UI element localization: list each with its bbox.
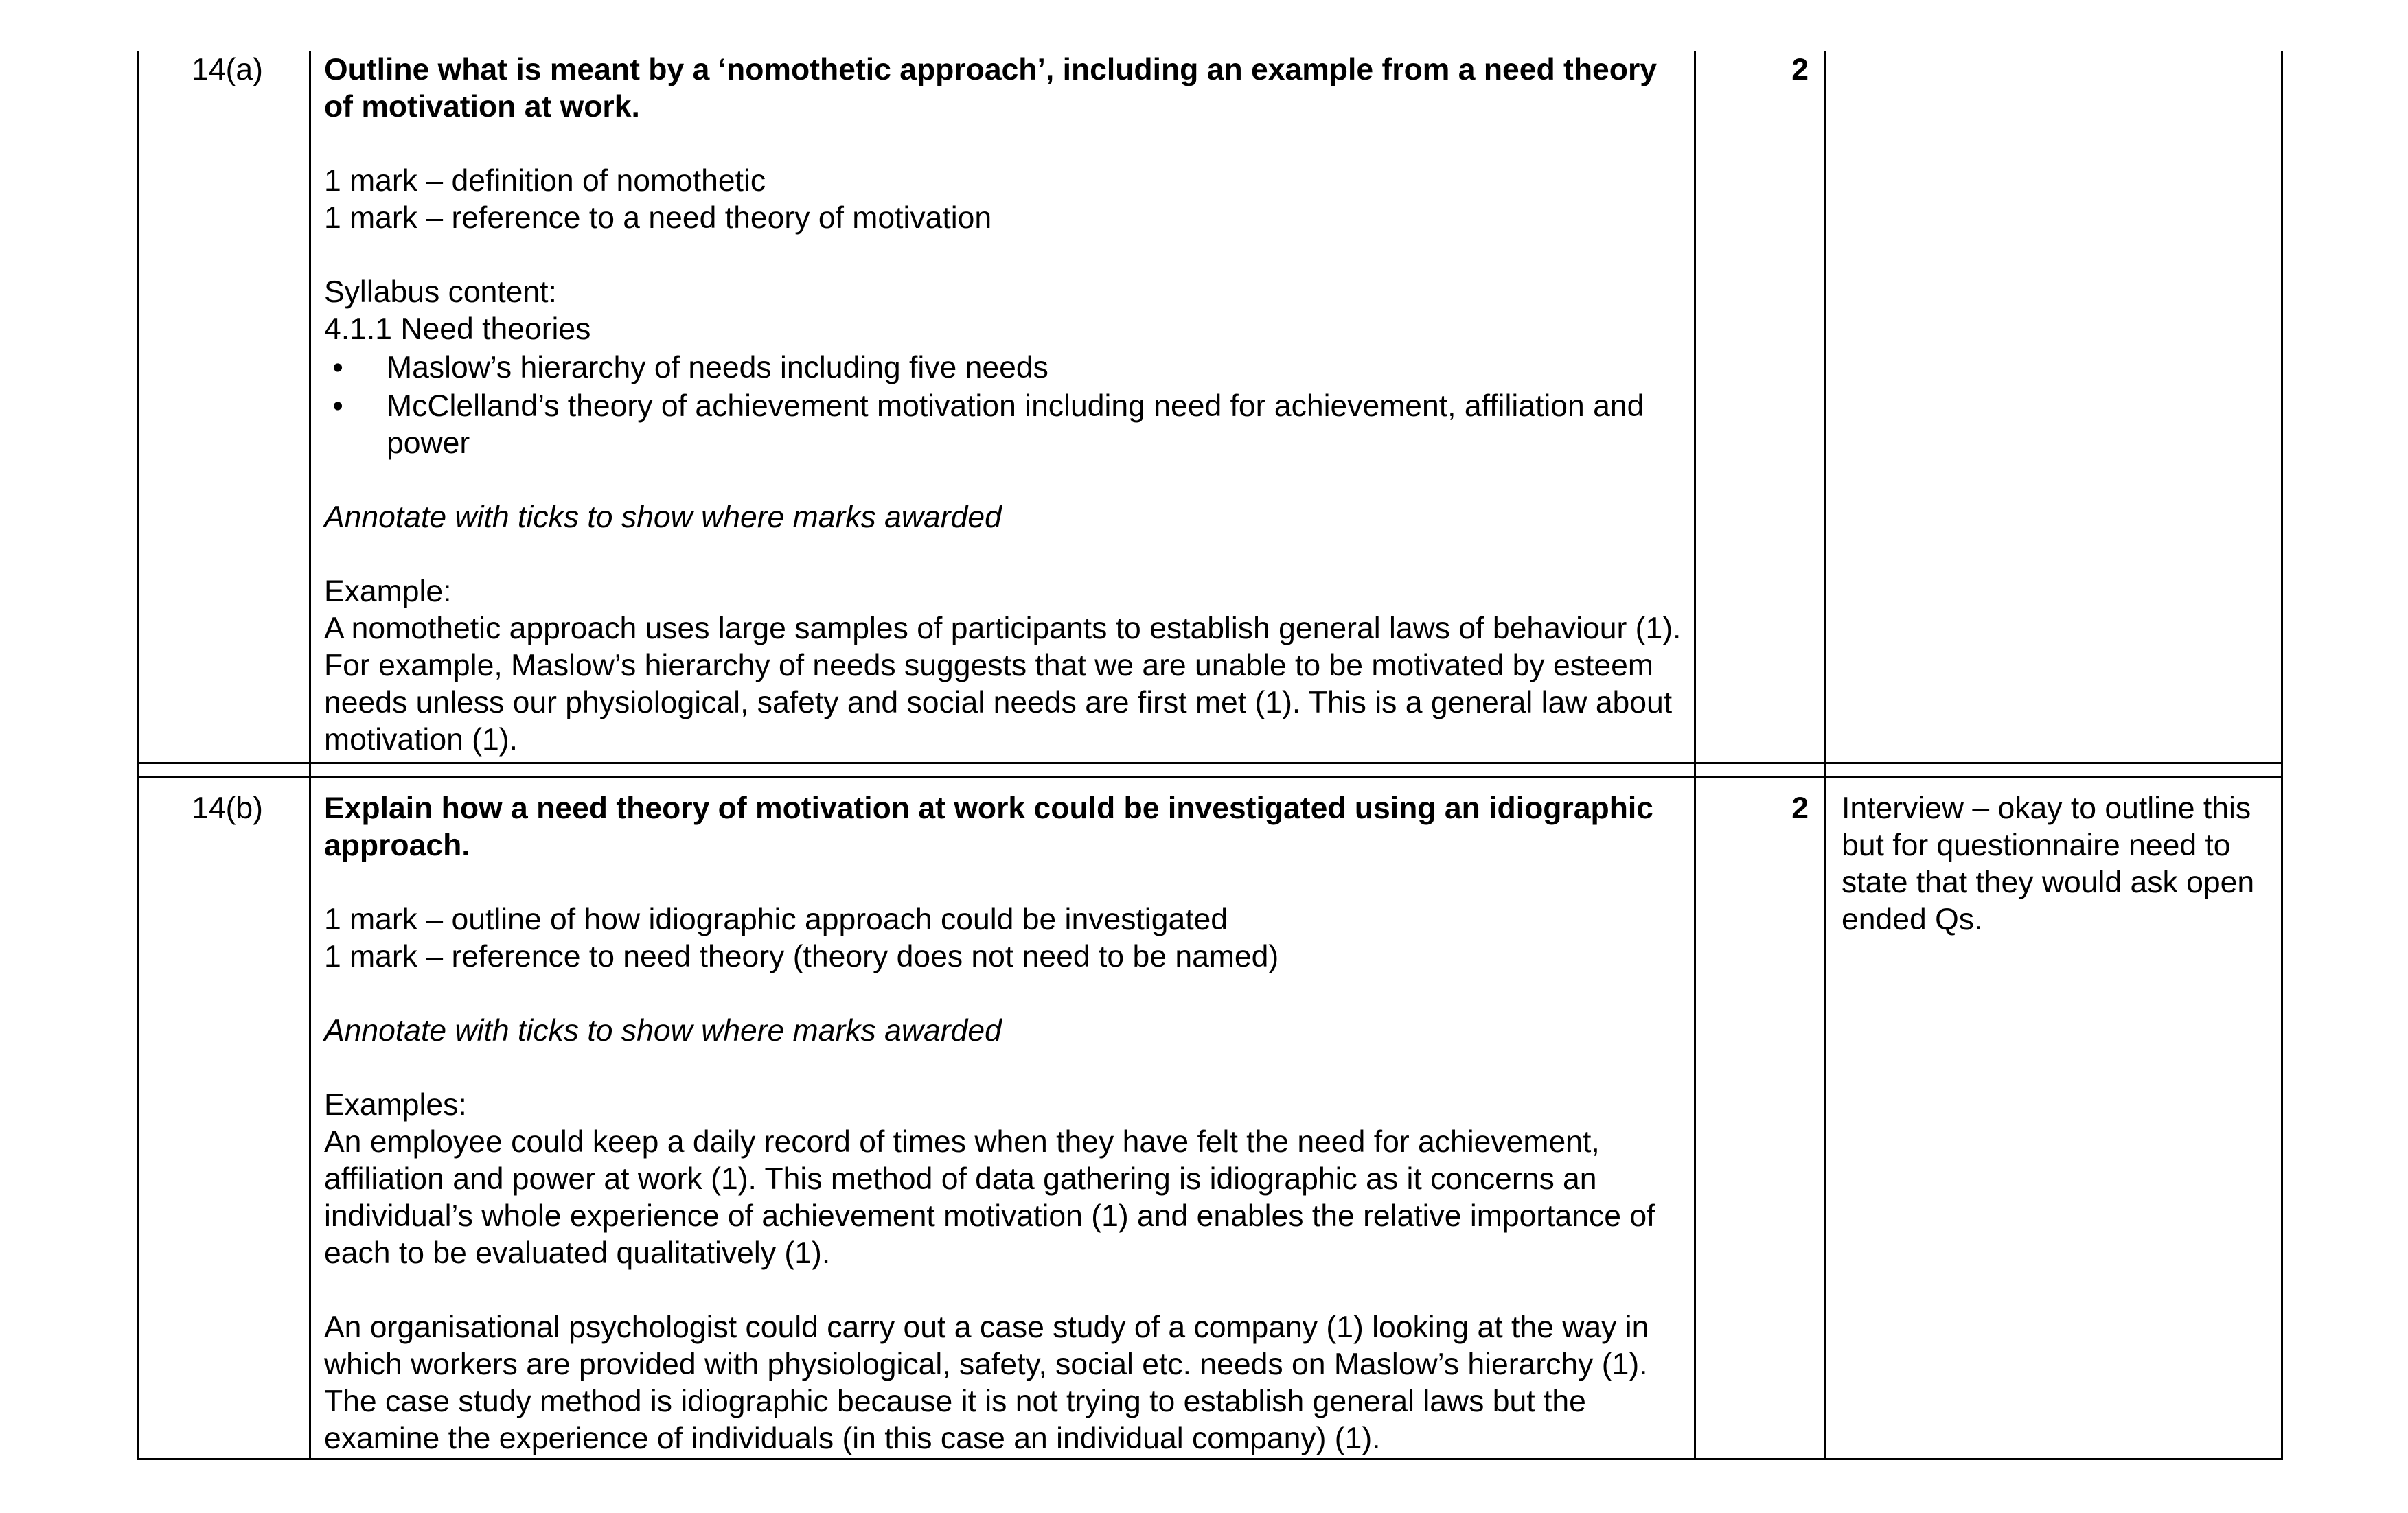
table-divider-2 xyxy=(1694,51,1696,1460)
table-divider-3 xyxy=(1824,51,1826,1460)
syllabus-list xyxy=(324,349,1684,462)
table-border-right xyxy=(2281,51,2283,1460)
syllabus-item-text: McClelland’s theory of achievement motivation including need for achievement, affiliation and power xyxy=(387,389,1644,460)
row-separator-top xyxy=(137,762,2283,764)
question-text: Outline what is meant by a ‘nomothetic approach’, including an example from a need theory of motivation at work. xyxy=(324,53,1658,124)
question-content xyxy=(324,51,1684,759)
mark-scheme-line: 1 mark – reference to need theory (theory does not need to be named) xyxy=(324,940,1279,973)
example-answer: An employee could keep a daily record of times when they have felt the need for achievement, affiliation and power at work (1). This method of data gathering is idiographic as it concerns an individual’s whole experience of achievement motivation (1) and enables the relative importance of each to be evaluated qualitatively (1). xyxy=(324,1125,1655,1270)
question-content xyxy=(324,790,1684,1457)
mark-scheme-line: 1 mark – definition of nomothetic xyxy=(324,164,766,198)
question-number: 14(b) xyxy=(192,792,263,825)
question-number: 14(a) xyxy=(192,53,263,86)
table-border-left xyxy=(137,51,139,1460)
bullet-icon: • xyxy=(332,351,343,384)
mark-scheme-line: 1 mark – reference to a need theory of motivation xyxy=(324,201,992,235)
example-heading: Example: xyxy=(324,575,452,608)
example-answer: An organisational psychologist could carry out a case study of a company (1) looking at the way in which workers are provided with physiological, safety, social etc. needs on Maslow’s hierarchy (1). The case study method is idiographic because it is not trying to establish general laws but the examine the experience of individuals (in this case an individual company) (1). xyxy=(324,1310,1649,1455)
question-text: Explain how a need theory of motivation at work could be investigated using an idiographic approach. xyxy=(324,792,1654,862)
example-answer: A nomothetic approach uses large samples of participants to establish general laws of behaviour (1). For example, Maslow’s hierarchy of needs suggests that we are unable to be motivated by esteem needs unless our physiological, safety and social needs are first met (1). This is a general law about motivation (1). xyxy=(324,612,1682,756)
mark-scheme-line: 1 mark – outline of how idiographic approach could be investigated xyxy=(324,903,1228,936)
bullet-icon: • xyxy=(332,389,343,423)
syllabus-heading: Syllabus content: xyxy=(324,275,557,309)
table-border-bottom xyxy=(137,1458,2283,1460)
annotation-instruction: Annotate with ticks to show where marks awarded xyxy=(324,500,1002,534)
syllabus-item xyxy=(324,349,1684,386)
guidance-note: Interview – okay to outline this but for questionnaire need to state that they would ask open ended Qs. xyxy=(1842,792,2255,936)
syllabus-section: 4.1.1 Need theories xyxy=(324,312,591,346)
row-separator-bottom xyxy=(137,776,2283,778)
marks-value: 2 xyxy=(1791,792,1809,825)
example-heading: Examples: xyxy=(324,1088,467,1122)
table-divider-1 xyxy=(309,51,311,1460)
marks-value: 2 xyxy=(1791,53,1809,86)
syllabus-item-text: Maslow’s hierarchy of needs including five needs xyxy=(387,351,1048,384)
annotation-instruction: Annotate with ticks to show where marks awarded xyxy=(324,1014,1002,1048)
syllabus-item xyxy=(324,388,1684,462)
